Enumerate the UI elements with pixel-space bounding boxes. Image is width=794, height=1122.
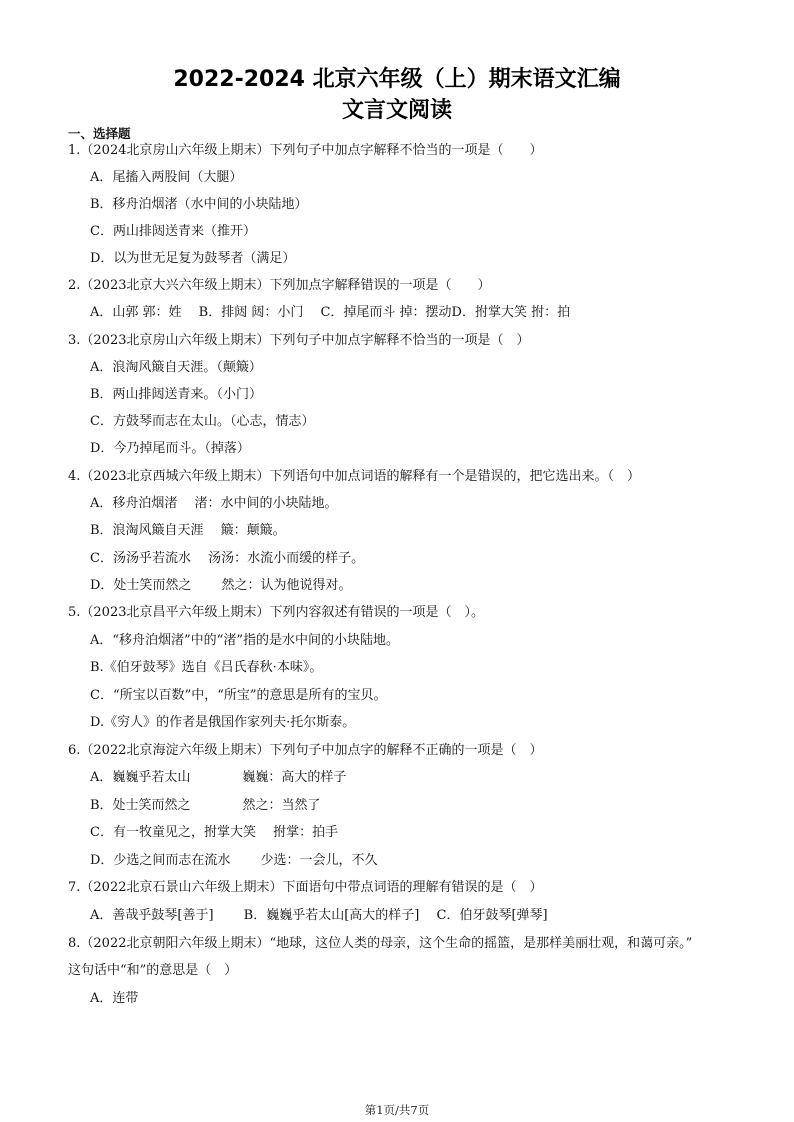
question-1-stem: 1.（2024北京房山六年级上期末）下列句子中加点字解释不恰当的一项是（ ）: [68, 143, 543, 158]
question-4-option-a: A．移舟泊烟渚 渚：水中间的小块陆地。: [90, 496, 338, 511]
question-8-stem: 8.（2022北京朝阳六年级上期末）“地球，这位人类的母亲，这个生命的摇篮，是那样美丽壮观，和蔼可亲。”: [68, 936, 693, 951]
question-5-option-d: D.《穷人》的作者是俄国作家列夫·托尔斯泰。: [90, 715, 356, 730]
question-7-options: A．善哉乎鼓琴[善于] B．巍巍乎若太山[高大的样子] C．伯牙鼓琴[弹琴]: [90, 908, 548, 923]
document-subtitle: 文言文阅读: [341, 98, 452, 123]
question-5-option-a: A．“移舟泊烟渚”中的“渚”指的是水中间的小块陆地。: [90, 633, 399, 648]
question-4-stem: 4.（2023北京西城六年级上期末）下列语句中加点词语的解释有一个是错误的，把它选出来。（ ）: [68, 469, 640, 484]
section-heading: 一、选择题: [68, 126, 131, 141]
question-1-option-c: C．两山排闼送青来（推开）: [90, 224, 256, 239]
question-4-option-b: B．浪淘风簸自天涯 簸：颠簸。: [90, 523, 286, 538]
question-8-stem-continued: 这句话中“和”的意思是（ ）: [68, 963, 238, 978]
question-6-option-c: C．有一牧童见之，拊掌大笑 拊掌：拍手: [90, 825, 339, 840]
question-3-option-b: B．两山排闼送青来。（小门）: [90, 387, 263, 402]
question-3-stem: 3.（2023北京房山六年级上期末）下列句子中加点字解释不恰当的一项是（ ）: [68, 333, 530, 348]
question-3-option-d: D．今乃掉尾而斗。（掉落）: [90, 441, 250, 456]
question-7-stem: 7.（2022北京石景山六年级上期末）下面语句中带点词语的理解有错误的是（ ）: [68, 880, 543, 895]
question-5-option-b: B.《伯牙鼓琴》选自《吕氏春秋·本味》。: [90, 660, 323, 675]
question-6-option-a: A．巍巍乎若太山 巍巍：高大的样子: [90, 770, 347, 785]
question-6-option-b: B．处士笑而然之 然之：当然了: [90, 798, 321, 813]
page-footer: 第1页/共7页: [364, 1103, 430, 1117]
question-4-option-c: C．汤汤乎若流水 汤汤：水流小而缓的样子。: [90, 551, 365, 566]
question-3-option-a: A．浪淘风簸自天涯。（颠簸）: [90, 360, 262, 375]
question-2-stem: 2.（2023北京大兴六年级上期末）下列加点字解释错误的一项是（ ）: [68, 278, 491, 293]
question-2-options: A．山郭 郭：姓 B．排闼 闼：小门 C．掉尾而斗 掉：摆动D．拊掌大笑 拊：拍: [90, 305, 571, 320]
question-1-option-b: B．移舟泊烟渚（水中间的小块陆地）: [90, 197, 308, 212]
question-5-stem: 5.（2023北京昌平六年级上期末）下列内容叙述有错误的一项是（ ）。: [68, 605, 484, 620]
question-1-option-a: A．尾搐入两股间（大腿）: [90, 170, 243, 185]
question-4-option-d: D．处士笑而然之 然之：认为他说得对。: [90, 578, 352, 593]
question-8-option-a: A．连带: [90, 991, 139, 1006]
question-6-option-d: D．少选之间而志在流水 少选：一会儿，不久: [90, 853, 378, 868]
question-5-option-c: C．“所宝以百数”中，“所宝”的意思是所有的宝贝。: [90, 688, 387, 703]
question-1-option-d: D．以为世无足复为鼓琴者（满足）: [90, 251, 296, 266]
document-title: 2022-2024 北京六年级（上）期末语文汇编: [173, 67, 621, 92]
question-6-stem: 6.（2022北京海淀六年级上期末）下列句子中加点字的解释不正确的一项是（ ）: [68, 743, 543, 758]
question-3-option-c: C．方鼓琴而志在太山。（心志，情志）: [90, 414, 315, 429]
